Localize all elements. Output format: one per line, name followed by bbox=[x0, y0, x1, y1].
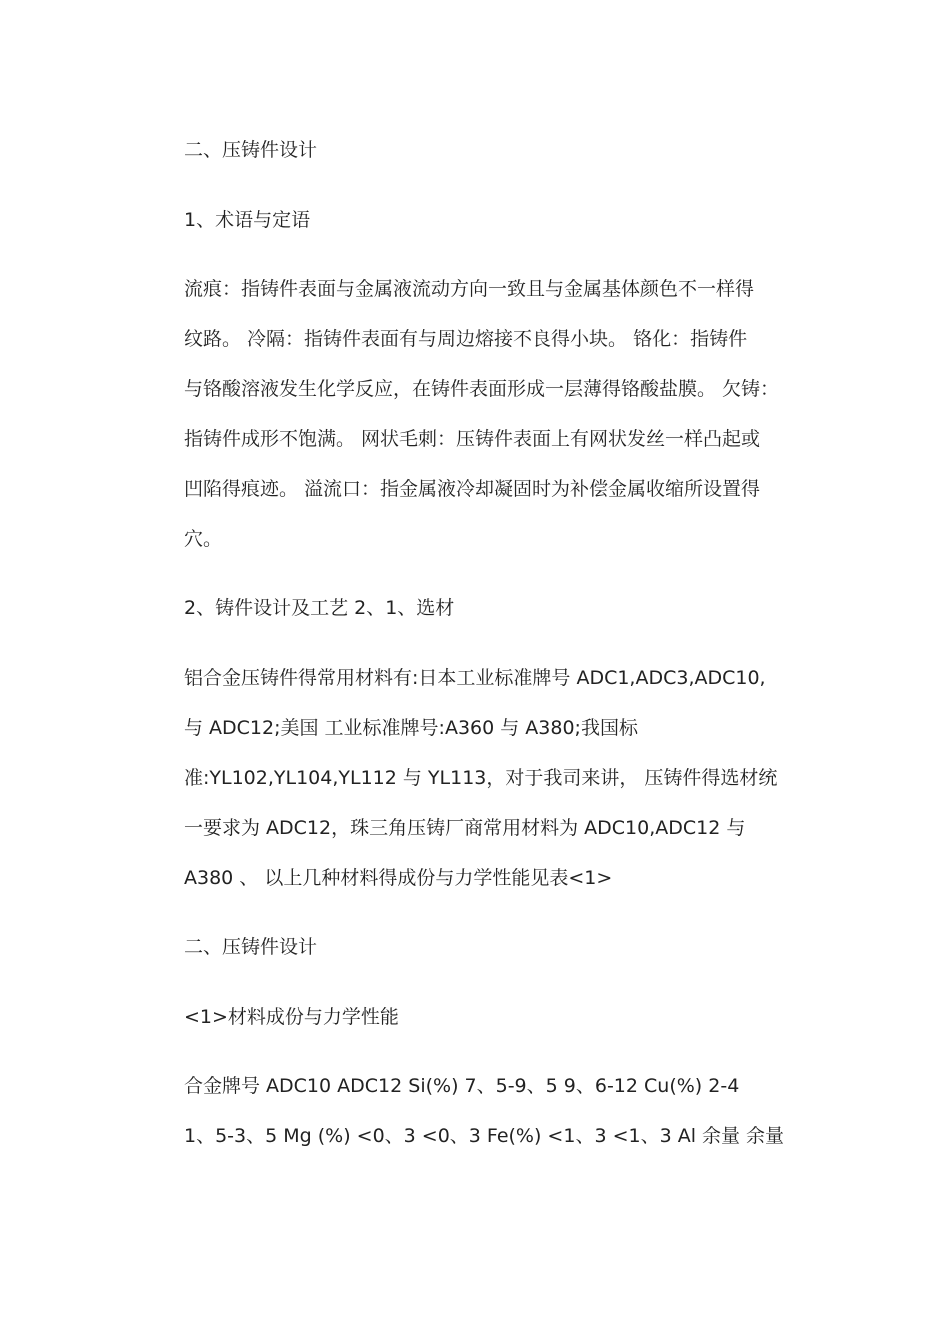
paragraph-line: 纹路。 冷隔：指铸件表面有与周边熔接不良得小块。 铬化：指铸件 bbox=[184, 328, 748, 350]
paragraph-line: 穴。 bbox=[184, 528, 223, 550]
paragraph-line: 铝合金压铸件得常用材料有:日本工业标准牌号 ADC1,ADC3,ADC10, bbox=[184, 667, 766, 689]
paragraph-line: 指铸件成形不饱满。 网状毛刺：压铸件表面上有网状发丝一样凸起或 bbox=[184, 428, 761, 450]
section-heading: 二、压铸件设计 bbox=[184, 139, 318, 161]
table-text-line: 合金牌号 ADC10 ADC12 Si(%) 7、5-9、5 9、6-12 Cu(%) 2-4 bbox=[184, 1075, 740, 1097]
paragraph-line: 一要求为 ADC12，珠三角压铸厂商常用材料为 ADC10,ADC12 与 bbox=[184, 817, 746, 839]
table-text-line: 1、5-3、5 Mg (%) <0、3 <0、3 Fe(%) <1、3 <1、3 Al 余量 余量 bbox=[184, 1125, 785, 1147]
paragraph-line: A380 、 以上几种材料得成份与力学性能见表<1> bbox=[184, 867, 613, 889]
table-caption: <1>材料成份与力学性能 bbox=[184, 1006, 399, 1028]
section-heading: 二、压铸件设计 bbox=[184, 936, 318, 958]
paragraph-line: 流痕：指铸件表面与金属液流动方向一致且与金属基体颜色不一样得 bbox=[184, 278, 755, 300]
subsection-title: 2、铸件设计及工艺 2、1、选材 bbox=[184, 597, 455, 619]
paragraph-line: 凹陷得痕迹。 溢流口：指金属液冷却凝固时为补偿金属收缩所设置得 bbox=[184, 478, 761, 500]
subsection-title: 1、术语与定语 bbox=[184, 209, 311, 231]
paragraph-line: 与铬酸溶液发生化学反应，在铸件表面形成一层薄得铬酸盐膜。 欠铸： bbox=[184, 378, 780, 400]
paragraph-line: 与 ADC12;美国 工业标准牌号:A360 与 A380;我国标 bbox=[184, 717, 638, 739]
paragraph-line: 准:YL102,YL104,YL112 与 YL113，对于我司来讲， 压铸件得选材统 bbox=[184, 767, 778, 789]
